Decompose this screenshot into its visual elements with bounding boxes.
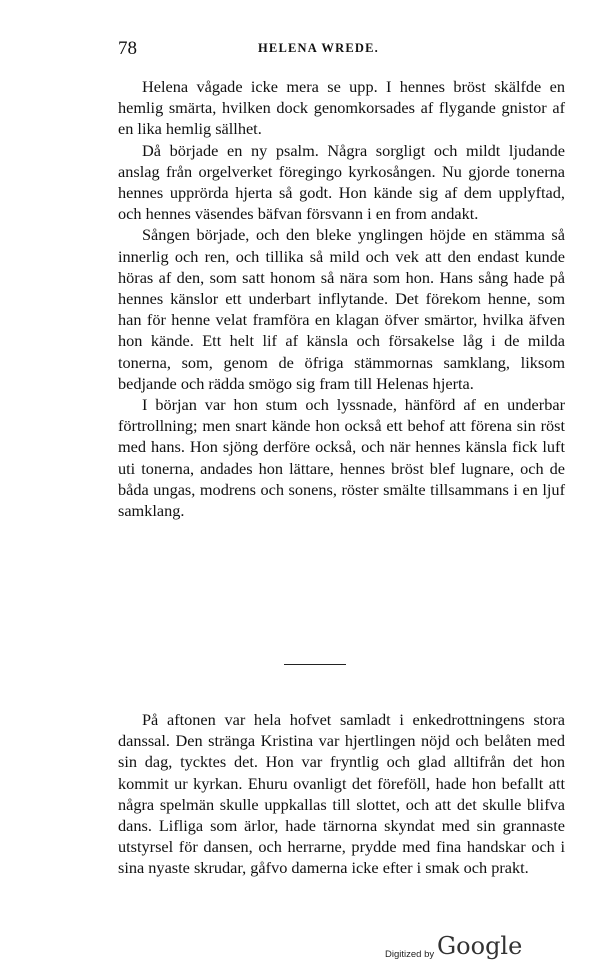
paragraph: I början var hon stum och lyssnade, hänförd af en underbar förtrollning; men snart kände hon också ett behof att förena sin röst med hans. Hon sjöng derföre också, och när hennes känsla fick luft uti tonerna, andades hon lättare, hennes bröst blef lugnare, och de båda ungas, modrens och sonens, röster smälte tillsammans i en ljuf samklang.	[118, 395, 565, 521]
text-block-before-break	[118, 76, 565, 521]
running-title: HELENA WREDE.	[258, 41, 379, 55]
paragraph: Sången började, och den bleke ynglingen höjde en stämma så innerlig och ren, och tillika så mild och vek att den endast kunde höras af den, som satt honom så nära som hon. Hans sång hade på hennes känslor ett underbart inflytande. Det förekom henne, som han för henne velat framföra en klagan öfver smärtor, hvilka äfven hon kände. Ett helt lif af känsla och försakelse låg i de milda tonerna, som, genom de öfriga stämmornas samklang, liksom bedjande och rädda smögo sig fram till Helenas hjerta.	[118, 225, 565, 393]
page-number: 78	[118, 38, 137, 59]
paragraph: Helena vågade icke mera se upp. I hennes bröst skälfde en hemlig smärta, hvilken dock genomkorsades af flygande gnistor af en lika hemlig sällhet.	[118, 77, 565, 139]
digitized-by-label: Digitized by	[385, 949, 435, 960]
page-header	[118, 38, 498, 60]
text-block-after-break	[118, 709, 565, 879]
google-logo: Google	[437, 932, 523, 960]
section-break-rule	[284, 664, 346, 665]
paragraph: Då började en ny psalm. Några sorgligt och mildt ljudande anslag från orgelverket föregingo kyrkosången. Nu gjorde tonerna hennes upprörda hjerta så godt. Hon kände sig af dem upplyftad, och hennes väsendes bäfvan försvann i en from andakt.	[118, 140, 565, 224]
paragraph: På aftonen var hela hofvet samladt i enkedrottningens stora danssal. Den stränga Kristina var hjertlingen nöjd och belåten med sin dag, tycktes det. Hon var fryntlig och glad alltifrån det hon kommit ur kyrkan. Ehuru ovanligt det föreföll, hade hon befallt att några spelmän skulle uppkallas till slottet, och att det skulle blifva dans. Lifliga som ärlor, hade tärnorna skyndat med sin grannaste utstyrsel för dansen, och herrarne, prydde med fina handskar och i sina nyaste skrudar, gåfvo damerna icke efter i smak och prakt.	[118, 710, 565, 878]
